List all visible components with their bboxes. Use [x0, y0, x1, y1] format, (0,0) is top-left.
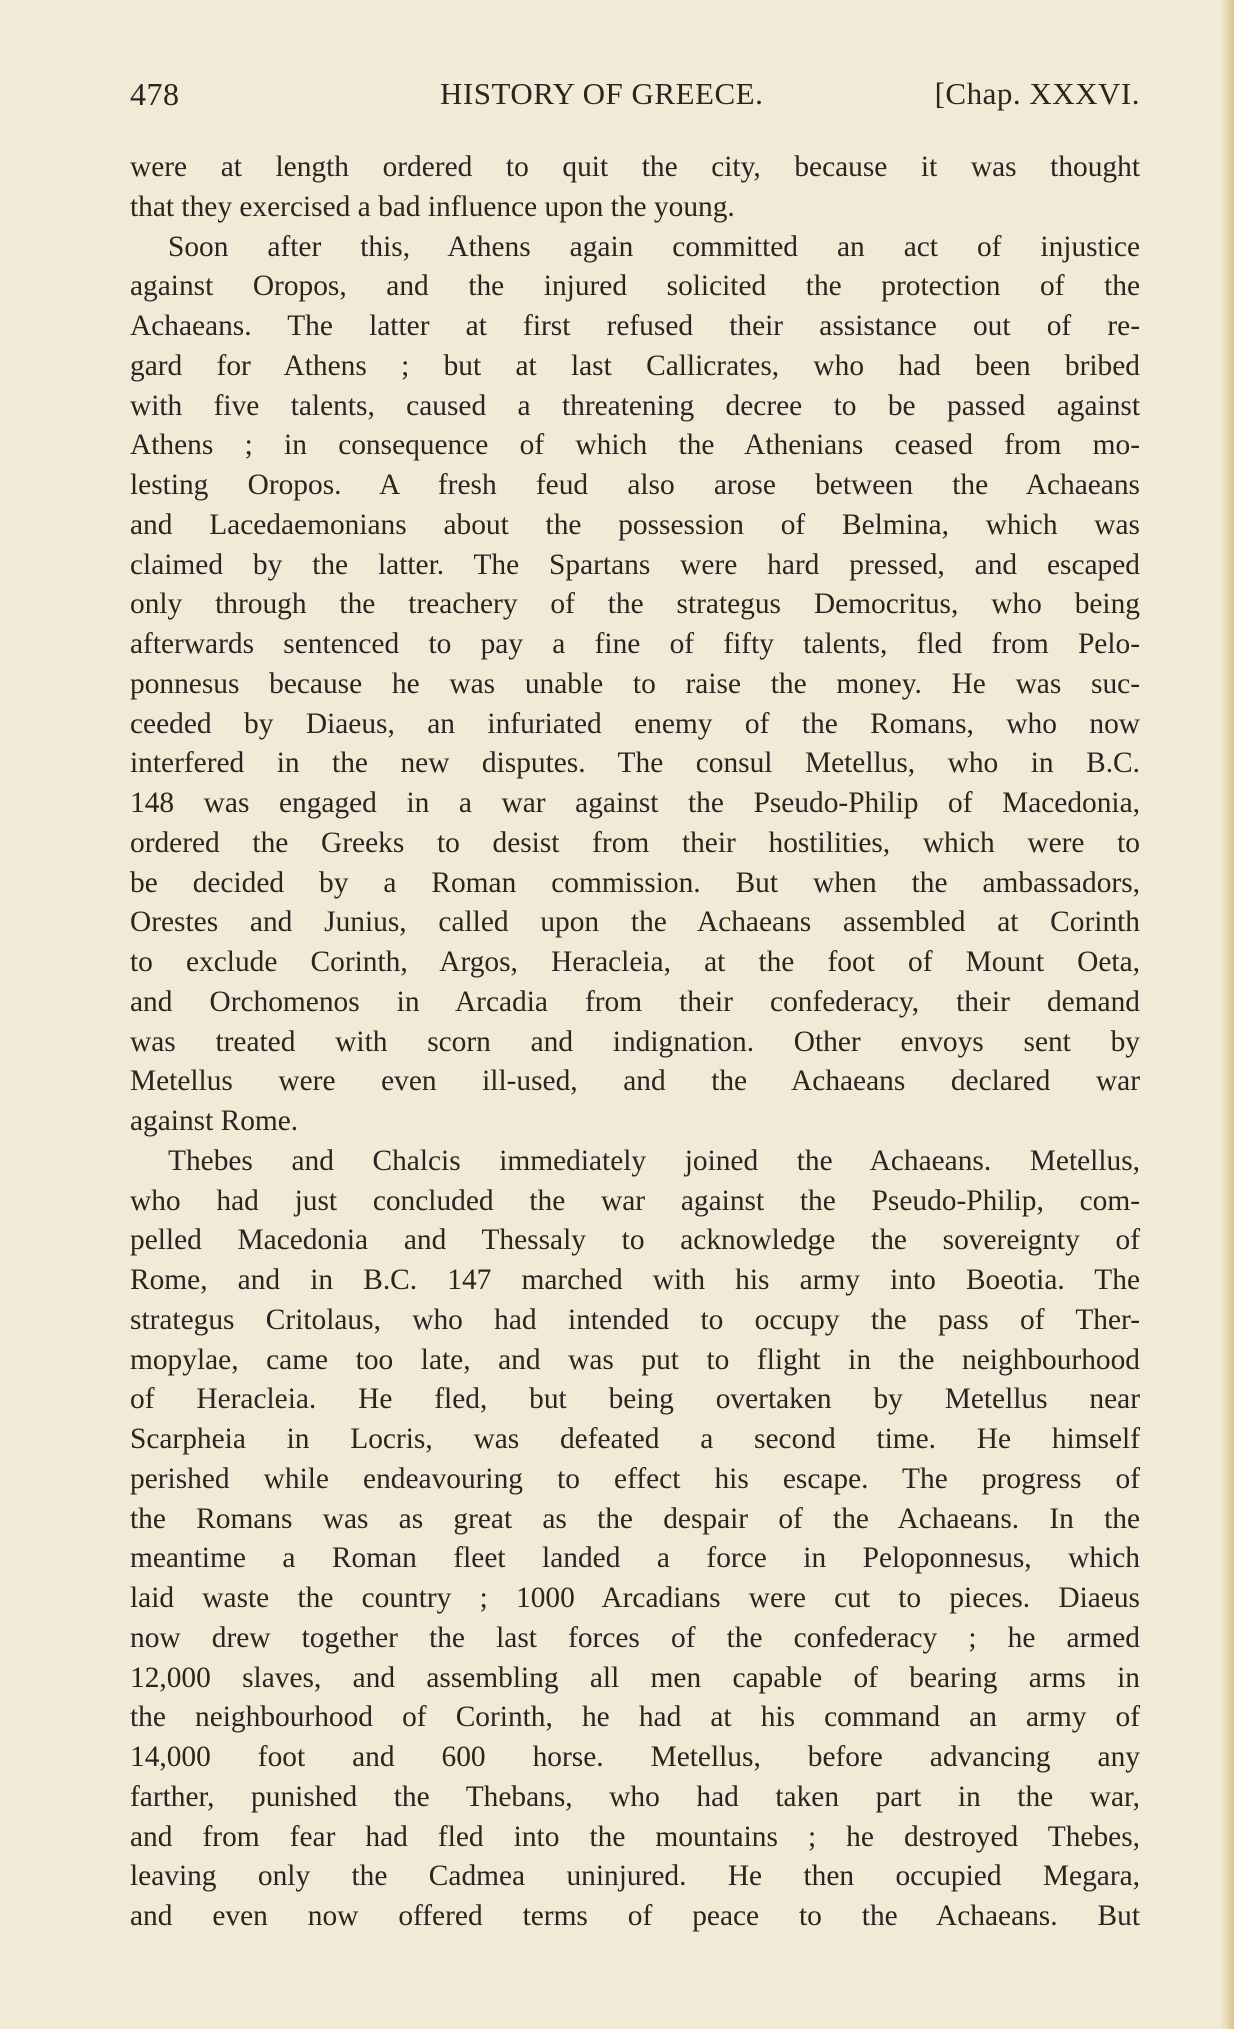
text-line: ordered the Greeks to desist from their hostilities, which were to — [130, 826, 1140, 859]
text-line: leaving only the Cadmea uninjured. He then occupied Megara, — [130, 1860, 1140, 1893]
text-line: claimed by the latter. The Spartans were hard pressed, and escaped — [130, 548, 1140, 581]
text-line: were at length ordered to quit the city, because it was thought — [130, 151, 1140, 183]
text-line: gard for Athens ; but at last Callicrates, who had been bribed — [130, 349, 1140, 382]
text-line: 148 was engaged in a war against the Pseudo-Philip of Macedonia, — [130, 787, 1140, 819]
text-line: Metellus were even ill-used, and the Achaeans declared war — [130, 1065, 1140, 1098]
text-line: Athens ; in consequence of which the Athenians ceased from mo- — [130, 429, 1140, 462]
chapter-label: [Chap. XXXVI. — [934, 76, 1140, 111]
text-line: ceeded by Diaeus, an infuriated enemy of the Romans, who now — [130, 707, 1140, 740]
running-header — [130, 76, 1140, 120]
text-line: 12,000 slaves, and assembling all men capable of bearing arms in — [130, 1661, 1140, 1694]
text-line: who had just concluded the war against the Pseudo-Philip, com- — [130, 1184, 1140, 1217]
text-line: and from fear had fled into the mountains ; he destroyed Thebes, — [130, 1820, 1140, 1853]
running-title: HISTORY OF GREECE. — [440, 76, 764, 111]
text-line: mopylae, came too late, and was put to flight in the neighbourhood — [130, 1343, 1140, 1376]
text-line: interfered in the new disputes. The consul Metellus, who in B.C. — [130, 747, 1140, 780]
text-line: farther, punished the Thebans, who had taken part in the war, — [130, 1780, 1140, 1813]
text-line: afterwards sentenced to pay a fine of fifty talents, fled from Pelo- — [130, 628, 1140, 660]
text-line: perished while endeavouring to effect his escape. The progress of — [130, 1462, 1140, 1495]
text-line: the neighbourhood of Corinth, he had at his command an army of — [130, 1701, 1140, 1734]
page-number: 478 — [130, 76, 180, 112]
text-line: now drew together the last forces of the confederacy ; he armed — [130, 1621, 1140, 1654]
text-line: pelled Macedonia and Thessaly to acknowledge the sovereignty of — [130, 1224, 1140, 1257]
text-line: was treated with scorn and indignation. Other envoys sent by — [130, 1025, 1140, 1058]
text-line: be decided by a Roman commission. But when the ambassadors, — [130, 866, 1140, 899]
text-line: against Oropos, and the injured solicited the protection of the — [130, 270, 1140, 303]
text-line: of Heracleia. He fled, but being overtaken by Metellus near — [130, 1383, 1140, 1416]
text-line: and even now offered terms of peace to the Achaeans. But — [130, 1900, 1140, 1932]
text-line: Rome, and in B.C. 147 marched with his army into Boeotia. The — [130, 1264, 1140, 1296]
paragraph-start-line: Soon after this, Athens again committed an act of injustice — [168, 230, 1140, 263]
text-line: laid waste the country ; 1000 Arcadians were cut to pieces. Diaeus — [130, 1582, 1140, 1614]
text-line: and Lacedaemonians about the possession of Belmina, which was — [130, 508, 1140, 541]
page-edge-shadow — [1220, 0, 1234, 2029]
text-line: meantime a Roman fleet landed a force in Peloponnesus, which — [130, 1542, 1140, 1575]
text-line: Orestes and Junius, called upon the Achaeans assembled at Corinth — [130, 906, 1140, 939]
text-line: against Rome. — [130, 1105, 299, 1137]
text-line: lesting Oropos. A fresh feud also arose between the Achaeans — [130, 469, 1140, 501]
text-line: 14,000 foot and 600 horse. Metellus, before advancing any — [130, 1741, 1140, 1773]
text-line: Achaeans. The latter at first refused their assistance out of re- — [130, 310, 1140, 342]
text-line: the Romans was as great as the despair of the Achaeans. In the — [130, 1502, 1140, 1535]
text-line: Scarpheia in Locris, was defeated a second time. He himself — [130, 1423, 1140, 1455]
text-line: that they exercised a bad influence upon the young. — [130, 190, 735, 223]
text-line: and Orchomenos in Arcadia from their confederacy, their demand — [130, 985, 1140, 1018]
text-line: strategus Critolaus, who had intended to occupy the pass of Ther- — [130, 1303, 1140, 1336]
body-text — [130, 148, 1140, 1937]
text-line: only through the treachery of the strategus Democritus, who being — [130, 588, 1140, 621]
text-line: to exclude Corinth, Argos, Heracleia, at the foot of Mount Oeta, — [130, 946, 1140, 978]
text-line: ponnesus because he was unable to raise the money. He was suc- — [130, 667, 1140, 700]
paragraph-start-line: Thebes and Chalcis immediately joined the Achaeans. Metellus, — [168, 1144, 1140, 1177]
text-line: with five talents, caused a threatening decree to be passed against — [130, 389, 1140, 422]
